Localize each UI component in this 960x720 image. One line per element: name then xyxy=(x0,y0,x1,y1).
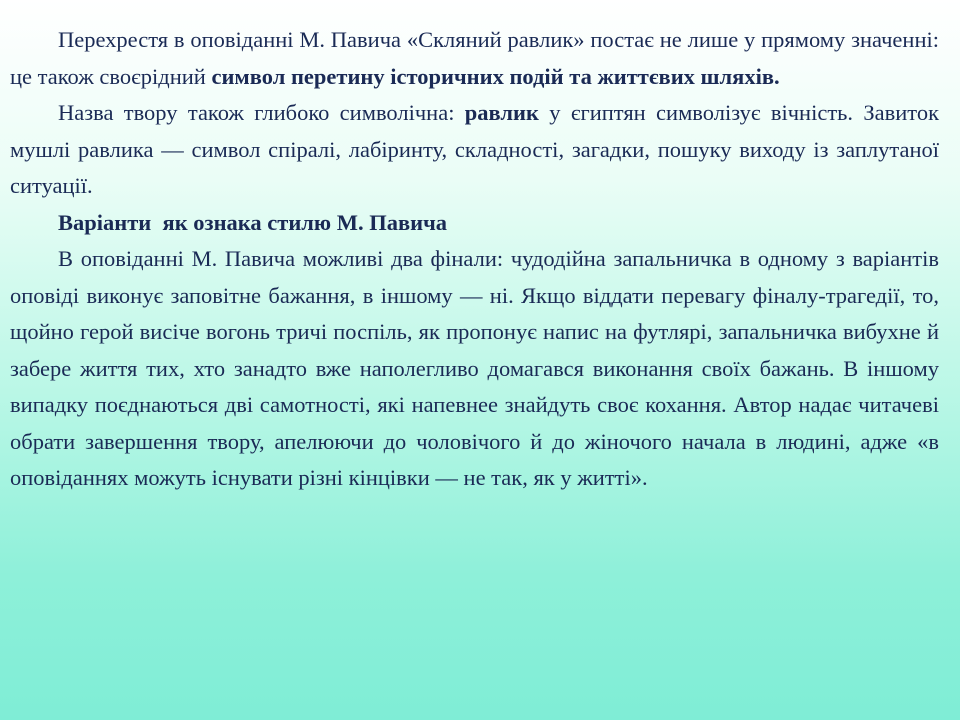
slide-text-body xyxy=(10,22,939,497)
paragraph-crossroads-bold: символ перетину історичних подій та життєвих шляхів. xyxy=(211,63,780,89)
section-heading-rest: як ознака стилю М. Павича xyxy=(162,209,448,235)
paragraph-endings xyxy=(10,241,939,497)
paragraph-crossroads-text: Перехрестя в оповіданні М. Павича «Скляний равлик» постає не лише у прямому значенні: це також своєрідний xyxy=(10,27,939,89)
paragraph-endings-text: В оповіданні М. Павича можливі два фінали: чудодійна запальничка в одному з варіантів оповіді виконує заповітне бажання, в іншому — ні. Якщо віддати перевагу фіналу-трагедії, то, щойно герой висіче вогонь тричі поспіль, як пропонує напис на футлярі, запальничка вибухне й забере життя тих, хто занадто вже наполегливо домагався виконання своїх бажань. В іншому випадку поєднаються дві самотності, які напевнее знайдуть своє кохання. Автор надає читачеві обрати завершення твору, апелюючи до чоловічого й до жіночого начала в людині, адже «в оповіданнях можуть існувати різні кінцівки — не так, як у житті». xyxy=(10,246,939,490)
paragraph-crossroads xyxy=(10,22,939,95)
paragraph-title-symbolism-bold: равлик xyxy=(464,100,539,125)
paragraph-title-symbolism-text-b: у єгиптян символізує вічність. Завиток мушлі равлика — символ спіралі, лабіринту, складності, загадки, пошуку виходу із заплутаної ситуації. xyxy=(10,100,939,198)
section-heading xyxy=(10,205,939,242)
paragraph-title-symbolism xyxy=(10,95,939,205)
paragraph-title-symbolism-text-a: Назва твору також глибоко символічна: xyxy=(58,100,465,125)
section-heading-word: Варіанти xyxy=(58,209,152,235)
